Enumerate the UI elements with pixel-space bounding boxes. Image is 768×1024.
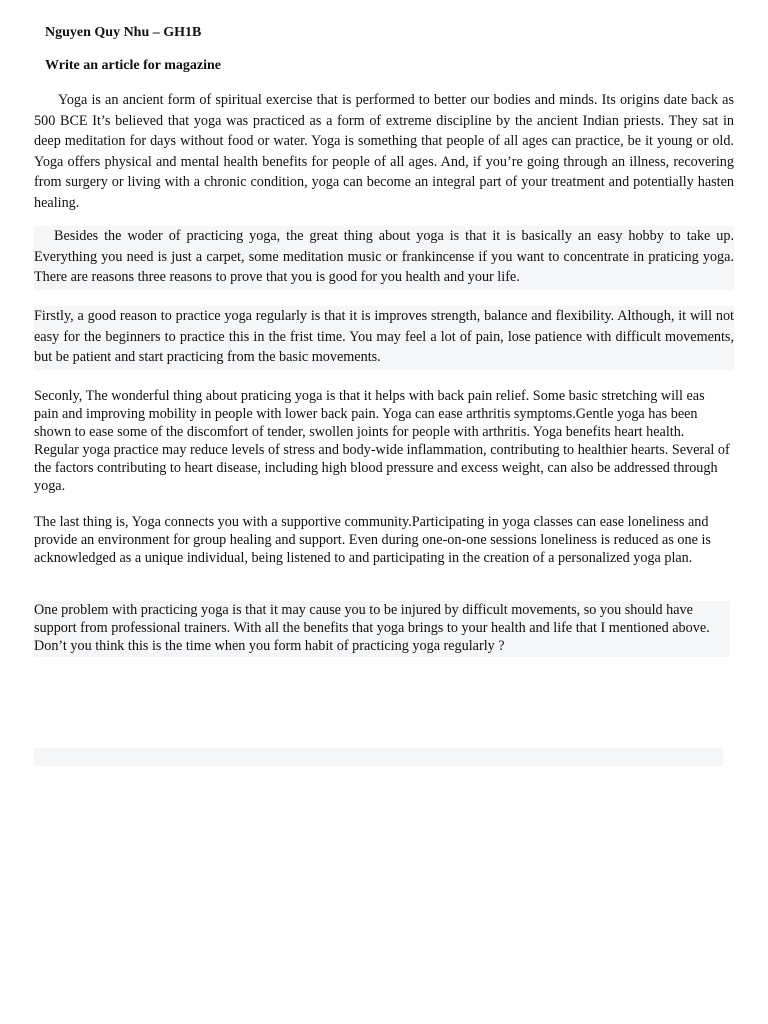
- author-line: Nguyen Quy Nhu – GH1B: [45, 25, 202, 40]
- assignment-title: Write an article for magazine: [45, 58, 221, 73]
- empty-highlight-band: [34, 748, 723, 766]
- paragraph-intro: Yoga is an ancient form of spiritual exercise that is performed to better our bodies and minds. Its origins date back as 500 BCE It’s believed that yoga was practiced as a form of extreme discipline by the ancient Indian priests. They sat in deep meditation for days without food or water. Yoga is something that people of all ages can practice, be it young or old. Yoga offers physical and mental health benefits for people of all ages. And, if you’re going through an illness, recovering from surgery or living with a chronic condition, yoga can become an integral part of your treatment and potentially hasten healing.: [34, 92, 734, 211]
- paragraph-conclusion: One problem with practicing yoga is that it may cause you to be injured by difficult movements, so you should have support from professional trainers. With all the benefits that yoga brings to your health and life that I mentioned above. Don’t you think this is the time when you form habit of practicing yoga regularly ?: [34, 601, 730, 657]
- paragraph-firstly: Firstly, a good reason to practice yoga regularly is that it is improves strength, balance and flexibility. Although, it will not easy for the beginners to practice this in the frist time. You may feel a lot of pain, lose patience with difficult movements, but be patient and start practicing from the basic movements.: [34, 306, 734, 370]
- paragraph-last-thing: The last thing is, Yoga connects you with a supportive community.Participating in yoga classes can ease loneliness and provide an environment for group healing and support. Even during one-on-one sessions loneliness is reduced as one is acknowledged as a unique individual, being listened to and participating in the creation of a personalized yoga plan.: [34, 514, 711, 566]
- paragraph-easy-hobby: Besides the woder of practicing yoga, the great thing about yoga is that it is basically an easy hobby to take up. Everything you need is just a carpet, some meditation music or frankincense if you want to concentrate in praticing yoga. There are reasons three reasons to prove that you is good for you health and your life.: [34, 226, 734, 290]
- paragraph-secondly: Seconly, The wonderful thing about praticing yoga is that it helps with back pain relief. Some basic stretching will eas pain and improving mobility in people with lower back pain. Yoga can ease arthritis symptoms.Gentle yoga has been shown to ease some of the discomfort of tender, swollen joints for people with arthritis. Yoga benefits heart health. Regular yoga practice may reduce levels of stress and body-wide inflammation, contributing to healthier hearts. Several of the factors contributing to heart disease, including high blood pressure and excess weight, can also be addressed through yoga.: [34, 388, 730, 494]
